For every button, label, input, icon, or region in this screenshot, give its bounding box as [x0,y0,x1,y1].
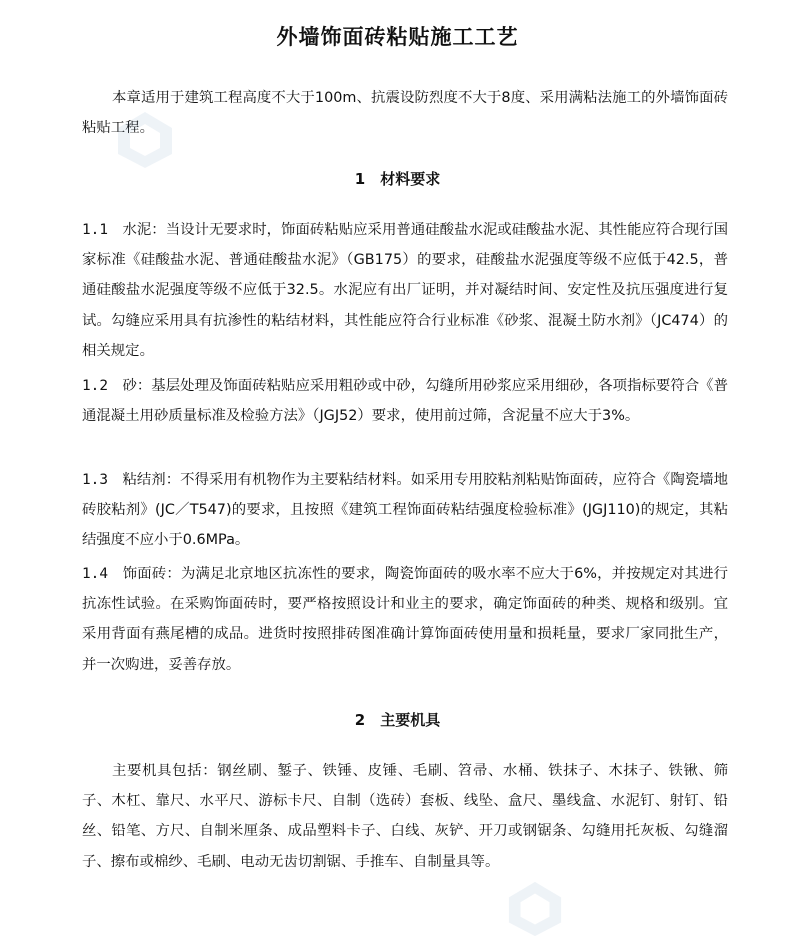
watermark-logo-icon [500,880,570,938]
equipment-paragraph: 主要机具包括：钢丝刷、錾子、铁锤、皮锤、毛刷、笤帚、水桶、铁抹子、木抹子、铁锹、筛子、木杠、靠尺、水平尺、游标卡尺、自制（选砖）套板、线坠、盒尺、墨线盒、水泥钉、射钉、铅丝、铅笔、方尺、自制米厘条、成品塑料卡子、白线、灰铲、开刀或钢锯条、勾缝用托灰板、勾缝溜子、擦布或棉纱、毛刷、电动无齿切割锯、手推车、自制量具等。 [82,763,728,870]
document-title: 外墙饰面砖粘贴施工工艺 [276,25,519,49]
intro-paragraph: 本章适用于建筑工程高度不大于100m、抗震设防烈度不大于8度、采用满粘法施工的外墙饰面砖粘贴工程。 [82,90,728,137]
item-text: 饰面砖：为满足北京地区抗冻性的要求，陶瓷饰面砖的吸水率不应大于6%，并按规定对其进行抗冻性试验。在采购饰面砖时，要严格按照设计和业主的要求，确定饰面砖的种类、规格和级别。宜采用背面有燕尾槽的成品。进货时按照排砖图准确计算饰面砖使用量和损耗量，要求厂家同批生产，并一次购进，妥善存放。 [82,566,728,673]
item-1-2 [82,371,728,431]
item-number: 1.1 [82,222,108,238]
item-text: 粘结剂：不得采用有机物作为主要粘结材料。如采用专用胶粘剂粘贴饰面砖，应符合《陶瓷墙地砖胶粘剂》(JC／T547)的要求，且按照《建筑工程饰面砖粘结强度检验标准》(JGJ110)的规定，其粘结强度不应小于0.6MPa。 [82,472,728,549]
section-heading-materials: 1 材料要求 [354,170,441,188]
item-1-3 [82,465,728,556]
section-heading-equipment: 2 主要机具 [354,711,441,729]
item-number: 1.4 [82,566,108,582]
item-text: 砂：基层处理及饰面砖粘贴应采用粗砂或中砂，勾缝所用砂浆应采用细砂，各项指标要符合《普通混凝土用砂质量标准及检验方法》（JGJ52）要求，使用前过筛，含泥量不应大于3%。 [82,378,728,425]
item-1-4 [82,559,728,680]
item-1-1 [82,215,728,366]
watermark-logo-icon [110,110,180,170]
item-number: 1.3 [82,472,108,488]
item-text: 水泥：当设计无要求时，饰面砖粘贴应采用普通硅酸盐水泥或硅酸盐水泥、其性能应符合现行国家标准《硅酸盐水泥、普通硅酸盐水泥》（GB175）的要求，硅酸盐水泥强度等级不应低于42.5，普通硅酸盐水泥强度等级不应低于32.5。水泥应有出厂证明，并对凝结时间、安定性及抗压强度进行复试。勾缝应采用具有抗渗性的粘结材料，其性能应符合行业标准《砂浆、混凝土防水剂》（JC474）的相关规定。 [82,222,728,359]
item-number: 1.2 [82,378,108,394]
